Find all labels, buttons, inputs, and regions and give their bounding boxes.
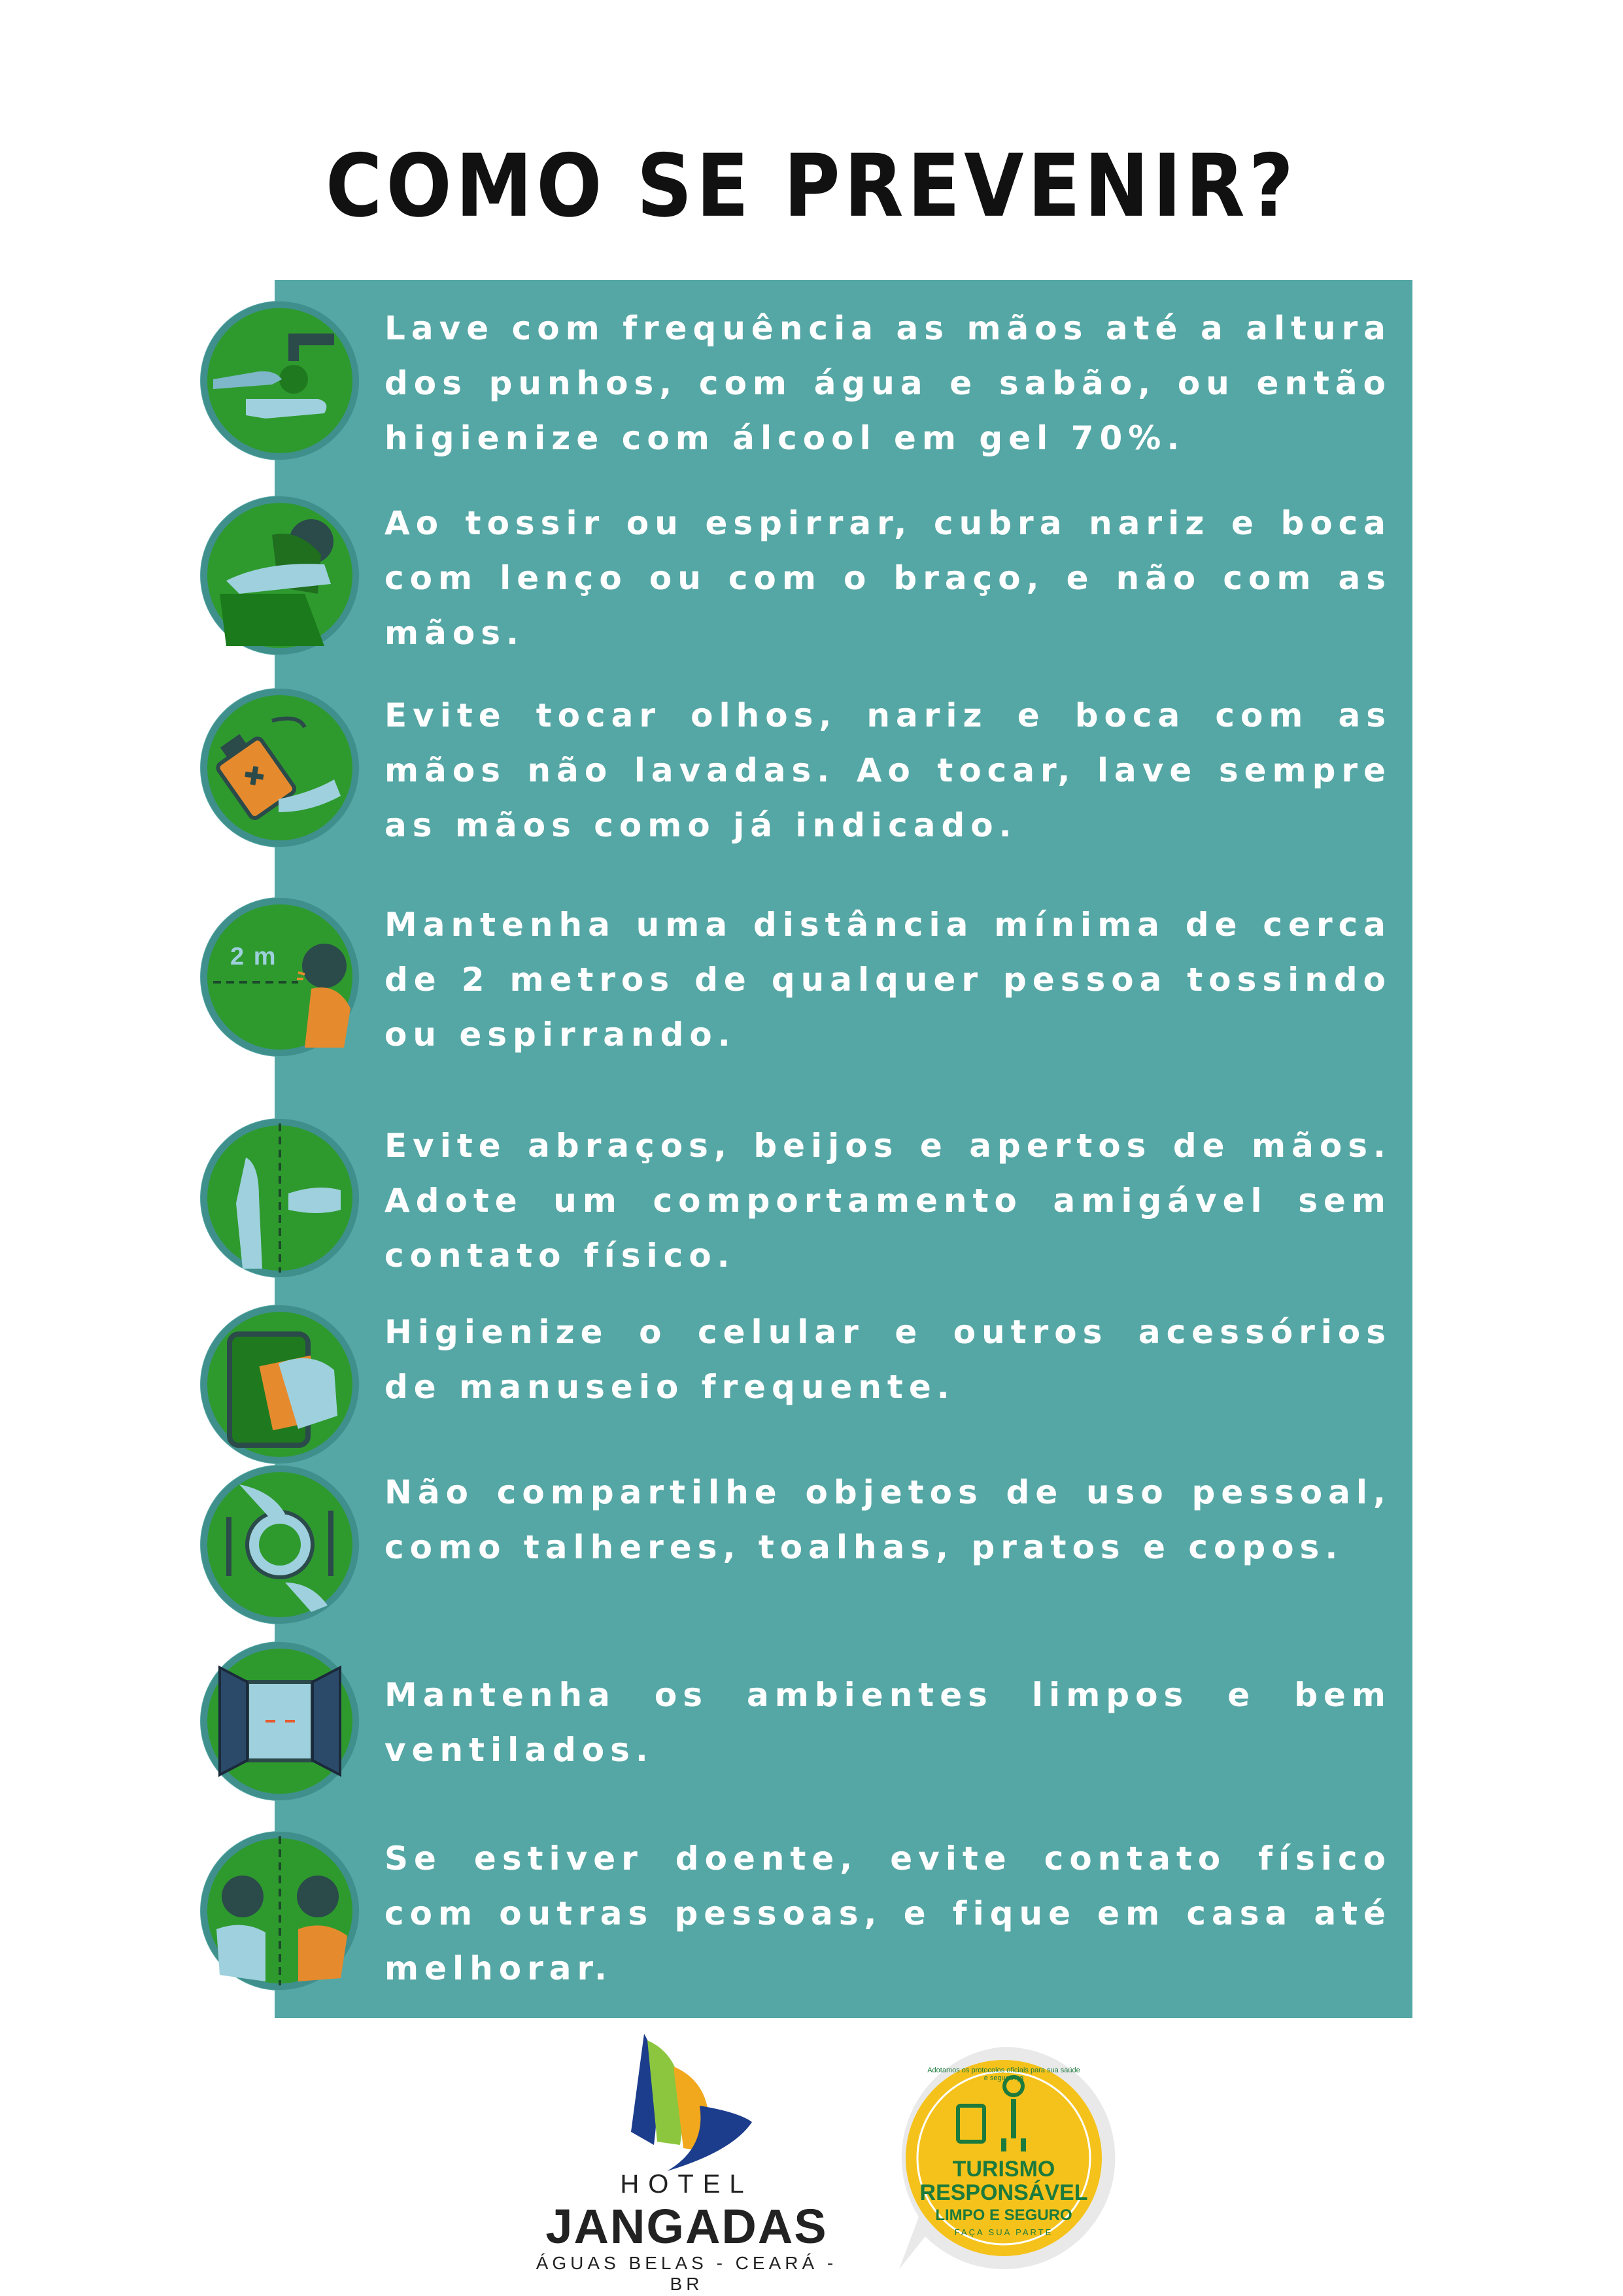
prevention-text: Mantenha os ambientes limpos e bem ventilados.	[384, 1676, 1392, 1769]
prevention-text: Evite tocar olhos, nariz e boca com as mãos não lavadas. Ao tocar, lave sempre as mãos como já indicado.	[384, 696, 1392, 844]
hand-sanitizer-icon	[200, 688, 360, 848]
distance-badge: 2 m	[230, 943, 277, 970]
seal-line3: LIMPO E SEGURO	[935, 2206, 1072, 2224]
prevention-text: Higienize o celular e outros acessórios de manuseio frequente.	[384, 1313, 1392, 1406]
page-title: COMO SE PREVENIR?	[325, 135, 1298, 237]
ventilated-window-icon	[200, 1641, 360, 1801]
hotel-location: ÁGUAS BELAS - CEARÁ - BR	[536, 2253, 838, 2294]
distance-icon	[200, 897, 360, 1057]
stay-home-sick-icon	[200, 1831, 360, 1991]
seal-line1: TURISMO	[952, 2157, 1055, 2182]
prevention-text: Lave com frequência as mãos até a altura dos punhos, com água e sabão, ou então higienize com álcool em gel 70%.	[384, 309, 1392, 457]
prevention-text: Evite abraços, beijos e apertos de mãos. Adote um comportamento amigável sem contato físico.	[384, 1127, 1392, 1275]
hotel-name: JANGADAS	[545, 2199, 828, 2253]
seal-line2: RESPONSÁVEL	[919, 2180, 1088, 2205]
seal-line4: FAÇA SUA PARTE	[954, 2227, 1053, 2237]
hotel-word: HOTEL	[620, 2170, 753, 2199]
cough-elbow-icon	[200, 496, 360, 655]
no-handshake-icon	[200, 1118, 360, 1278]
prevention-text: Mantenha uma distância mínima de cerca de 2 metros de qualquer pessoa tossindo ou espirrando.	[384, 906, 1392, 1054]
prevention-text: Ao tossir ou espirrar, cubra nariz e boca com lenço ou com o braço, e não com as mãos.	[384, 504, 1392, 652]
handwashing-icon	[200, 301, 360, 460]
turismo-responsavel-seal	[886, 2040, 1121, 2276]
prevention-text: Se estiver doente, evite contato físico com outras pessoas, e fique em casa até melhorar.	[384, 1840, 1392, 1987]
seal-arc-text: Adotamos os protocolos oficiais para sua saúde e segurança	[927, 2066, 1080, 2082]
prevention-text: Não compartilhe objetos de uso pessoal, como talheres, toalhas, pratos e copos.	[384, 1473, 1392, 1566]
clean-phone-icon	[200, 1305, 360, 1464]
no-sharing-utensils-icon	[200, 1465, 360, 1624]
